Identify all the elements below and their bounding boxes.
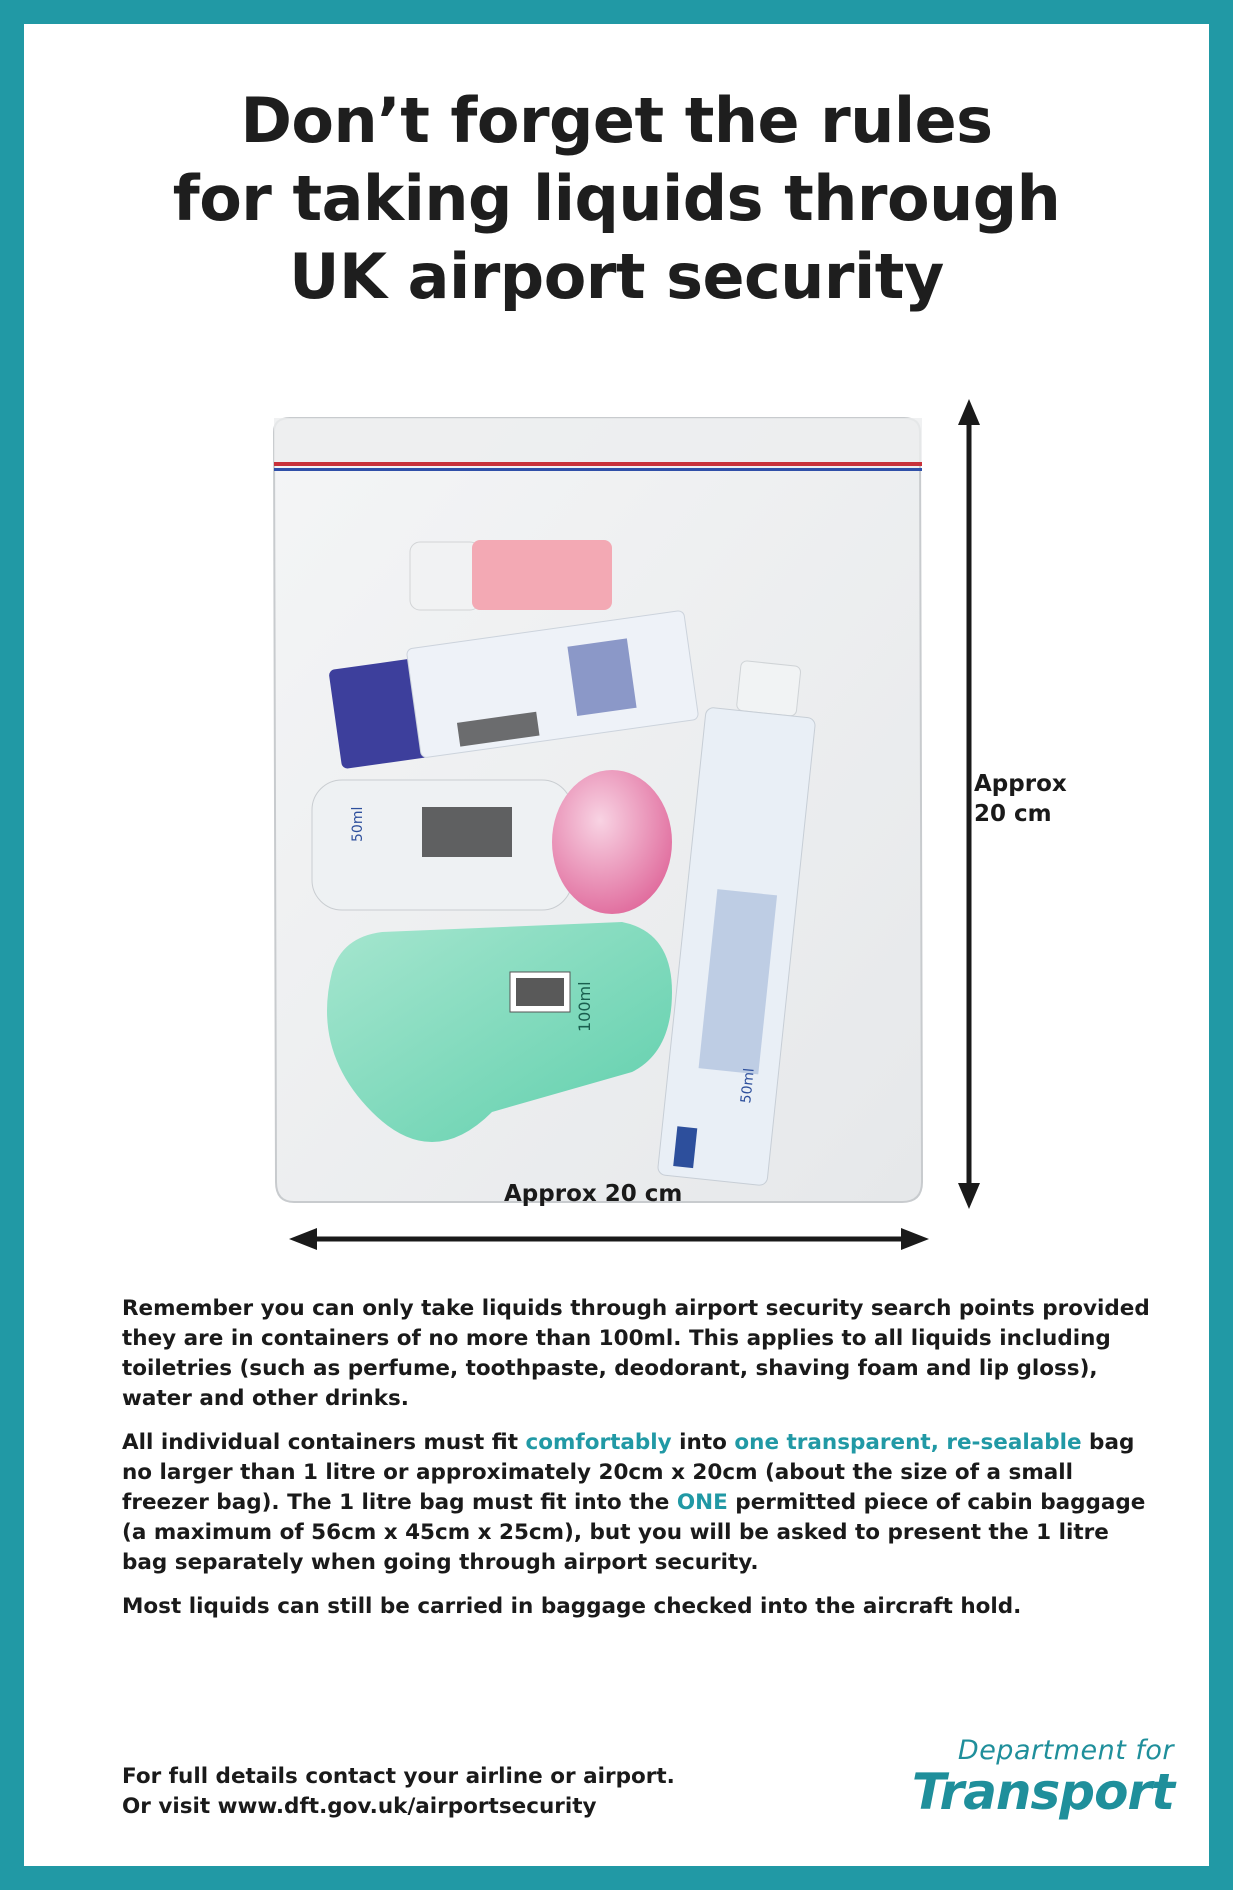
roll-on-deodorant-icon (312, 770, 672, 914)
p2-highlight-bag: one transparent, re-sealable (734, 1430, 1082, 1455)
logo-line-2: Transport (911, 1763, 1174, 1821)
rules-paragraph-3: Most liquids can still be carried in baggage checked into the aircraft hold. (122, 1594, 1022, 1619)
p2-highlight-comfortably: comfortably (525, 1430, 672, 1455)
bottle-volume-label: 100ml (575, 981, 594, 1032)
logo-line-1: Department for (957, 1735, 1174, 1766)
title-line-2: for taking liquids through (172, 162, 1061, 235)
p2-highlight-one: ONE (676, 1490, 728, 1515)
rules-paragraph-1: Remember you can only take liquids through airport security search points provided they are in containers of no more than 100ml. This applies to all liquids including toiletries (such as perfume, toothpaste, deodorant, shaving foam and lip gloss), water and other drinks. (122, 1296, 1150, 1411)
page-title (24, 82, 1209, 316)
rollon-volume-label: 50ml (350, 806, 366, 842)
rules-text (122, 1294, 1152, 1636)
bag-seal-top (274, 462, 922, 466)
p2-text-1: All individual containers must fit (122, 1430, 526, 1455)
contact-line-2: Or visit www.dft.gov.uk/airportsecurity (122, 1794, 597, 1819)
bag-seal-bottom (274, 468, 922, 471)
title-line-3: UK airport security (289, 240, 944, 313)
lip-gloss-icon (410, 540, 612, 610)
contact-info (122, 1762, 675, 1822)
tube-volume-label: 50ml (738, 1067, 758, 1105)
height-label-line-2: 20 cm (974, 801, 1052, 827)
width-arrow (289, 1224, 929, 1254)
poster (24, 24, 1209, 1866)
height-label-line-1: Approx (974, 771, 1067, 797)
contact-line-1: For full details contact your airline or airport. (122, 1764, 675, 1789)
bag-seal-grip (274, 418, 922, 462)
width-label: Approx 20 cm (504, 1181, 683, 1207)
p2-text-2: into (671, 1430, 735, 1455)
rules-paragraph-2 (122, 1428, 1152, 1578)
resealable-bag-illustration (272, 412, 950, 1212)
p2-text-3: bag no larger than 1 litre or approximately 20cm x 20cm (about the size of a small freezer bag). The 1 litre bag must fit into the (122, 1430, 1135, 1515)
p2-text-4: permitted piece of cabin baggage (a maximum of 56cm x 45cm x 25cm), but you will be asked to present the 1 litre bag separately when going through airport security. (122, 1490, 1146, 1575)
title-line-1: Don’t forget the rules (240, 84, 993, 157)
height-label (974, 769, 1067, 829)
dft-logo (874, 1735, 1174, 1821)
